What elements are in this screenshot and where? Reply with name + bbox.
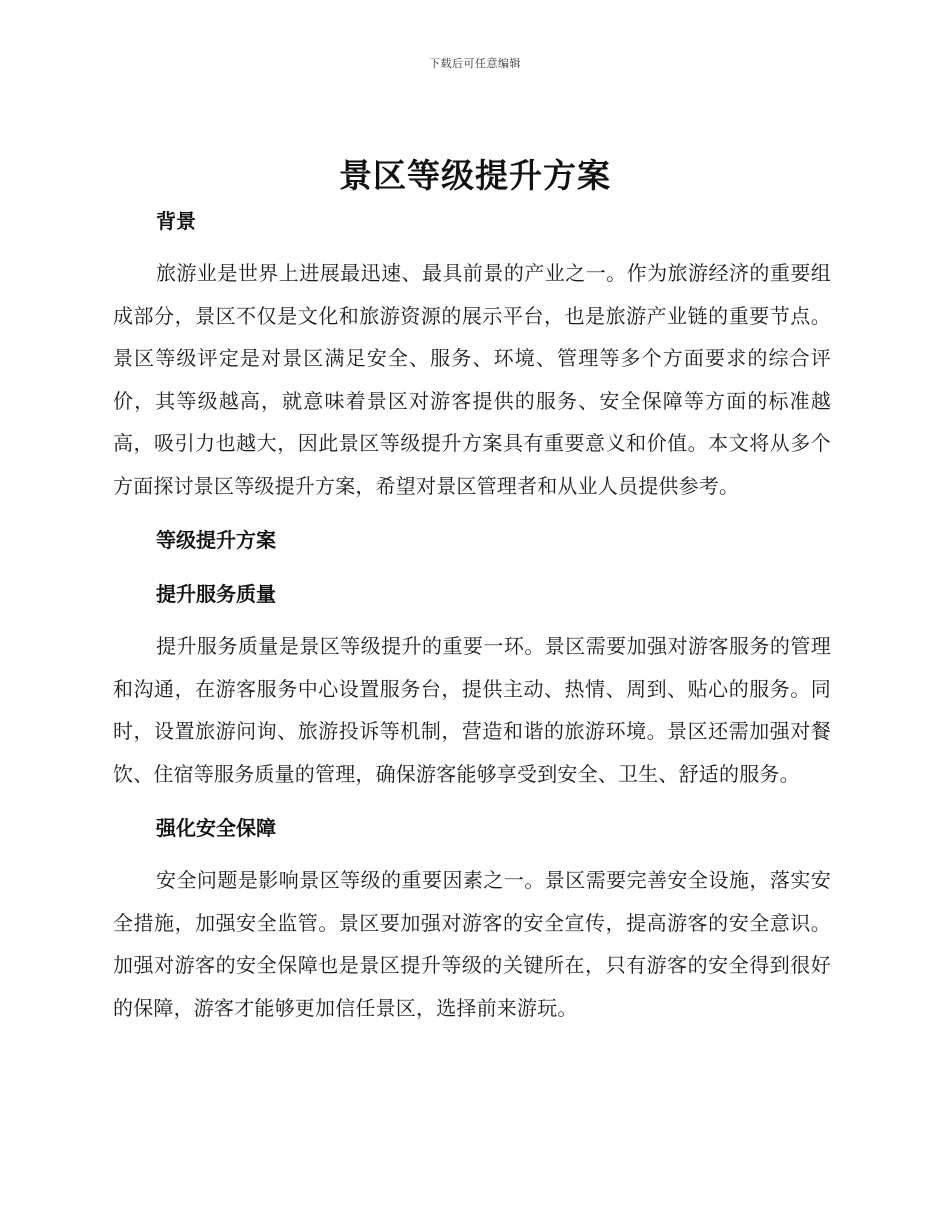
paragraph-background: 旅游业是世界上进展最迅速、最具前景的产业之一。作为旅游经济的重要组成部分，景区不仅是文化和旅游资源的展示平台，也是旅游产业链的重要节点。景区等级评定是对景区满足安全、服务、环境、管理等多个方面要求的综合评价，其等级越高，就意味着景区对游客提供的服务、安全保障等方面的标准越高，吸引力也越大，因此景区等级提升方案具有重要意义和价值。本文将从多个方面探讨景区等级提升方案，希望对景区管理者和从业人员提供参考。 xyxy=(113,261,831,498)
paragraph-service-quality: 提升服务质量是景区等级提升的重要一环。景区需要加强对游客服务的管理和沟通，在游客服务中心设置服务台，提供主动、热情、周到、贴心的服务。同时，设置旅游问询、旅游投诉等机制，营造和谐的旅游环境。景区还需加强对餐饮、住宿等服务质量的管理，确保游客能够享受到安全、卫生、舒适的服务。 xyxy=(113,634,831,786)
heading-upgrade-plan: 等级提升方案 xyxy=(156,528,276,552)
document-title: 景区等级提升方案 xyxy=(339,156,611,195)
heading-safety: 强化安全保障 xyxy=(156,816,276,840)
header-note: 下载后可任意编辑 xyxy=(429,57,521,70)
document-body xyxy=(113,200,831,1029)
heading-background: 背景 xyxy=(156,209,196,233)
paragraph-safety: 安全问题是影响景区等级的重要因素之一。景区需要完善安全设施，落实安全措施，加强安全监管。景区要加强对游客的安全宣传，提高游客的安全意识。加强对游客的安全保障也是景区提升等级的关键所在，只有游客的安全得到很好的保障，游客才能够更加信任景区，选择前来游玩。 xyxy=(113,868,831,1020)
heading-service-quality: 提升服务质量 xyxy=(156,582,276,606)
